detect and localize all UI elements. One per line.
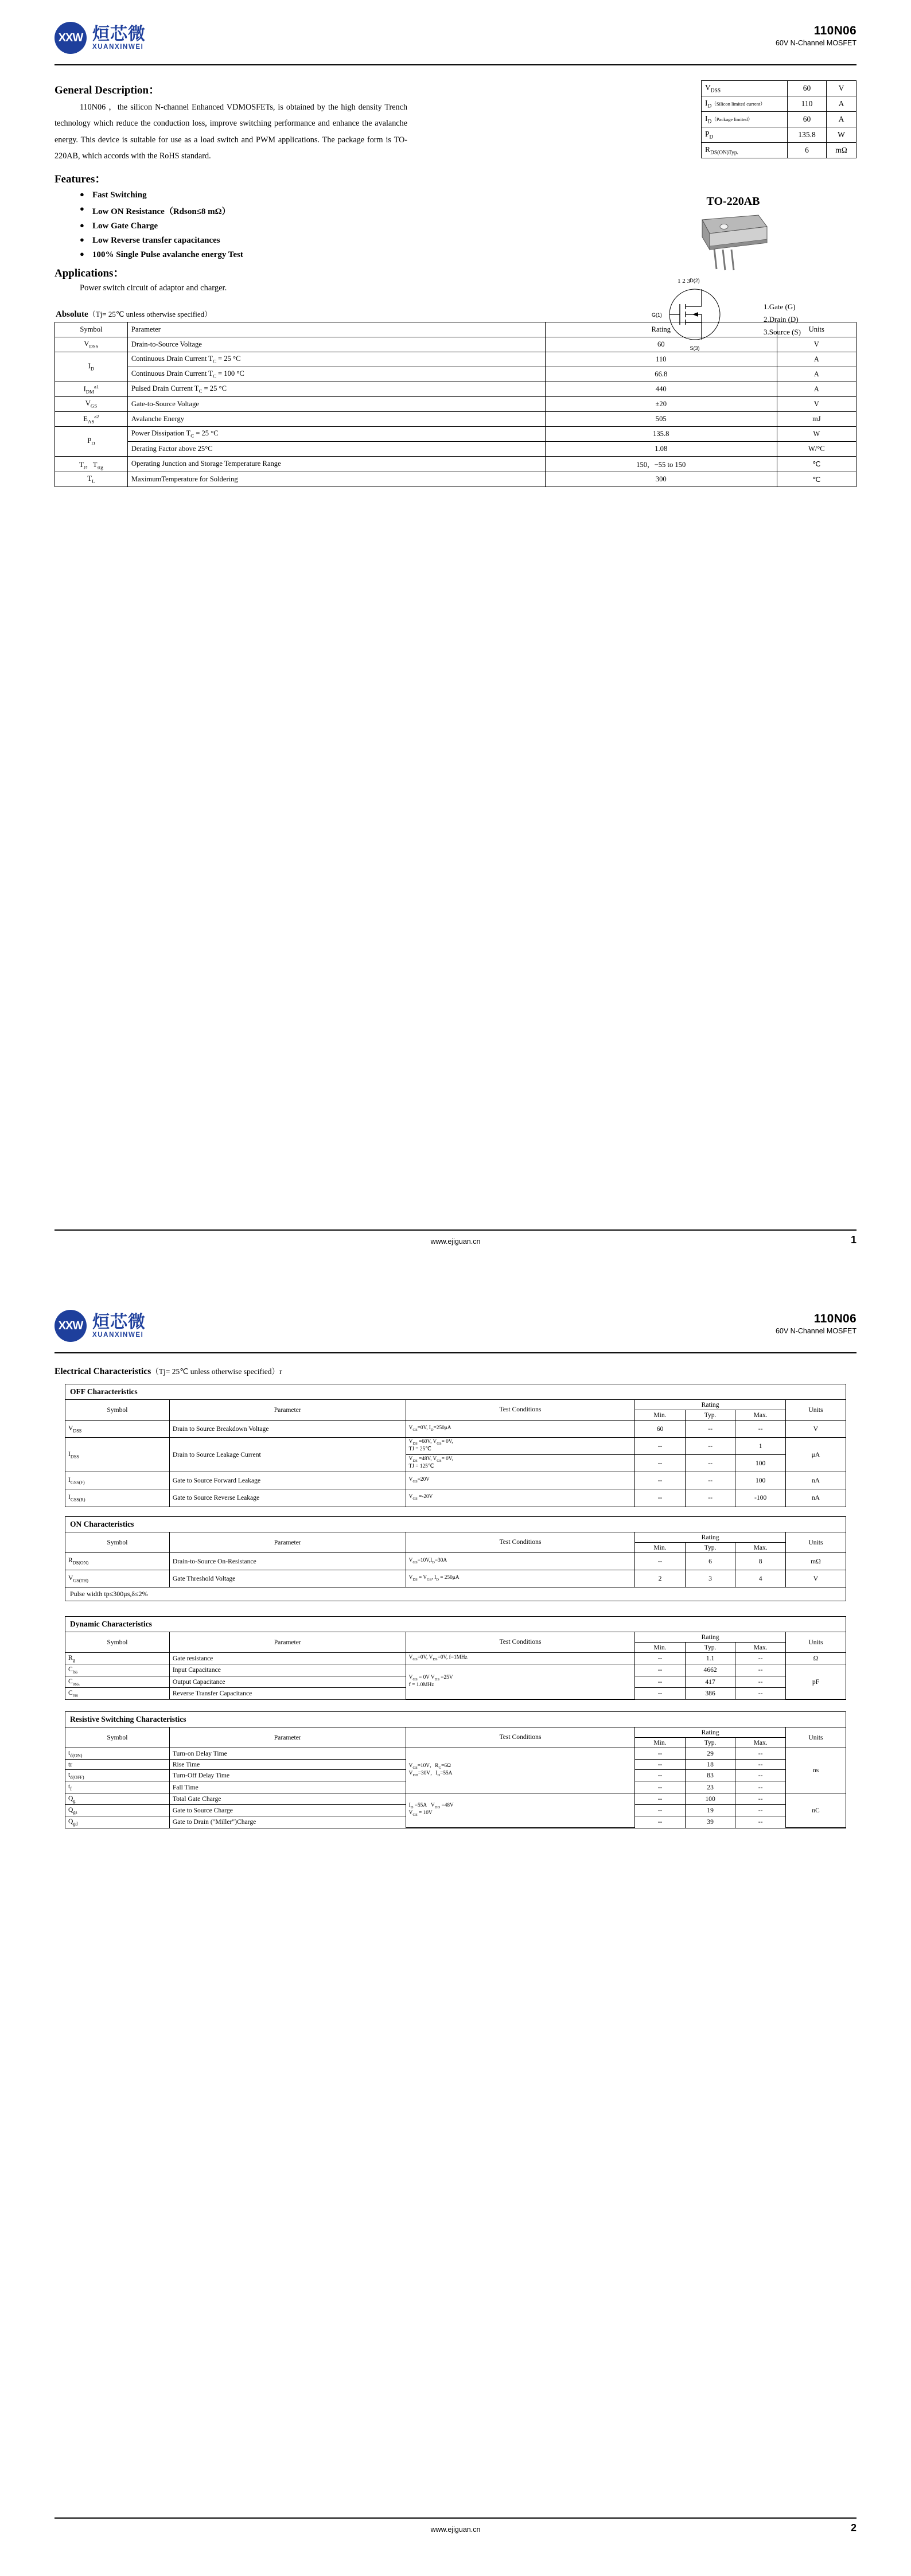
summary-symbol: $P_D$: [702, 127, 788, 143]
features-heading: Features：: [54, 173, 106, 185]
pin-legend-source: 3.Source (S): [764, 328, 801, 337]
row-units: Ω: [785, 1653, 846, 1664]
row-max: 8: [735, 1552, 786, 1570]
row-parameter: Derating Factor above 25°C: [127, 441, 545, 456]
column-header-typ: Typ.: [685, 1737, 735, 1748]
row-max: --: [735, 1664, 786, 1676]
row-parameter: Drain-to-Source Voltage: [127, 337, 545, 352]
column-header-conditions: Test Conditions: [406, 1727, 635, 1748]
row-typ: --: [685, 1472, 735, 1489]
row-symbol: $Q_{gs}$: [65, 1805, 169, 1816]
column-header-conditions: Test Conditions: [406, 1632, 635, 1653]
on-characteristics-table: [65, 1532, 846, 1587]
row-conditions: $V_{GS}=20V$: [406, 1472, 635, 1489]
row-min: --: [635, 1552, 686, 1570]
header-divider: [54, 1352, 857, 1353]
mosfet-symbol-icon: [644, 274, 759, 355]
row-min: 2: [635, 1570, 686, 1587]
row-conditions: $V_{GS} = 0V$ $V_{DS} =25V$ f = 1.0MHz: [406, 1664, 635, 1699]
absolute-ratings-title: Absolute（Tj= 25℃ unless otherwise specified）: [56, 309, 212, 319]
row-min: --: [635, 1770, 686, 1781]
column-header-min: Min.: [635, 1542, 686, 1552]
row-parameter: Continuous Drain Current $T_C = 25$ °C: [127, 352, 545, 367]
row-max: --: [735, 1748, 786, 1759]
row-parameter: Pulsed Drain Current $T_C = 25$ °C: [127, 382, 545, 396]
row-symbol: $I_{GSS(F)}$: [65, 1472, 169, 1489]
logo-english-name: XUANXINWEI: [92, 1331, 144, 1338]
table-row: [702, 81, 857, 96]
row-units: V: [777, 337, 856, 352]
table-header-row: [65, 1400, 846, 1410]
summary-symbol: $V_{DSS}$: [702, 81, 788, 96]
row-symbol: $t_f$: [65, 1781, 169, 1793]
row-max: --: [735, 1793, 786, 1804]
part-subtitle: 60V N-Channel MOSFET: [775, 39, 857, 47]
row-typ: --: [685, 1421, 735, 1438]
page-header: [0, 0, 911, 68]
row-min: --: [635, 1687, 686, 1699]
row-parameter: Operating Junction and Storage Temperature Range: [127, 456, 545, 472]
row-symbol: $t_{d(OFF)}$: [65, 1770, 169, 1781]
row-rating: 135.8: [545, 426, 777, 441]
row-units: nA: [785, 1489, 846, 1507]
page-2: [0, 1288, 911, 2576]
column-header-units: Units: [785, 1727, 846, 1748]
row-symbol: $V_{GS}$: [55, 396, 128, 411]
logo-mark-text: XXW: [58, 1319, 83, 1332]
column-header-min: Min.: [635, 1737, 686, 1748]
logo-chinese-name: 烜芯微: [92, 1312, 146, 1333]
row-max: --: [735, 1770, 786, 1781]
on-characteristics-block: [65, 1516, 846, 1602]
table-row: [55, 396, 857, 411]
electrical-characteristics-title: Electrical Characteristics（Tj= 25℃ unless otherwise specified）r: [54, 1367, 282, 1376]
summary-unit: mΩ: [827, 143, 857, 158]
summary-value: 110: [788, 96, 827, 112]
row-typ: --: [685, 1438, 735, 1455]
row-units: ℃: [777, 456, 856, 472]
table-row: [65, 1793, 846, 1804]
table-row: [702, 112, 857, 127]
row-rating: 66.8: [545, 367, 777, 382]
column-header-max: Max.: [735, 1737, 786, 1748]
row-typ: 29: [685, 1748, 735, 1759]
row-symbol: $I_{GSS(R)}$: [65, 1489, 169, 1507]
row-conditions: $V_{DS} =48V$, $V_{GS}= 0V$, TJ = 125℃: [406, 1455, 635, 1472]
row-max: --: [735, 1687, 786, 1699]
row-rating: 110: [545, 352, 777, 367]
table-row: [65, 1653, 846, 1664]
logo-english-name: XUANXINWEI: [92, 43, 144, 50]
row-parameter: Gate Threshold Voltage: [169, 1570, 406, 1587]
general-description-heading: General Description：: [54, 84, 160, 96]
row-symbol: $I_{DSS}$: [65, 1438, 169, 1472]
row-typ: --: [685, 1455, 735, 1472]
package-drawing-block: [610, 195, 857, 285]
row-min: --: [635, 1472, 686, 1489]
table-row: [65, 1552, 846, 1570]
table-row: [702, 127, 857, 143]
row-parameter: Gate to Source Forward Leakage: [169, 1472, 406, 1489]
row-conditions: $V_{DS} =60V$, $V_{GS}= 0V$, TJ = 25℃: [406, 1438, 635, 1455]
company-logo: [54, 22, 146, 54]
column-header-units: Units: [785, 1532, 846, 1553]
row-parameter: Rise Time: [169, 1760, 406, 1770]
row-symbol: $R_{DS(ON)}$: [65, 1552, 169, 1570]
column-header-parameter: Parameter: [127, 322, 545, 337]
row-max: --: [735, 1676, 786, 1687]
company-logo: [54, 1310, 146, 1342]
row-parameter: Continuous Drain Current $T_C = 100$ °C: [127, 367, 545, 382]
row-rating: 150，−55 to 150: [545, 456, 777, 472]
summary-value: 6: [788, 143, 827, 158]
row-min: --: [635, 1781, 686, 1793]
page-footer: [54, 1229, 857, 1254]
package-pin-order: 1 2 3: [678, 278, 690, 285]
pin-legend-gate: 1.Gate (G): [764, 302, 796, 311]
part-number: 110N06: [813, 1312, 857, 1325]
footer-page-number: 2: [850, 2522, 857, 2534]
row-min: --: [635, 1748, 686, 1759]
row-typ: 23: [685, 1781, 735, 1793]
row-max: --: [735, 1781, 786, 1793]
row-max: 1: [735, 1438, 786, 1455]
row-symbol: $I_{DM}^{a1}$: [55, 382, 128, 396]
logo-mark-text: XXW: [58, 31, 83, 44]
row-typ: 100: [685, 1793, 735, 1804]
column-header-parameter: Parameter: [169, 1727, 406, 1748]
row-symbol: $C_{rss}$: [65, 1687, 169, 1699]
package-title: TO-220AB: [706, 195, 760, 208]
row-min: --: [635, 1816, 686, 1828]
svg-text:D(2): D(2): [690, 278, 700, 283]
row-symbol: $C_{iss}$: [65, 1664, 169, 1676]
summary-unit: A: [827, 112, 857, 127]
row-units: μA: [785, 1438, 846, 1472]
part-number: 110N06: [813, 24, 857, 37]
row-parameter: Avalanche Energy: [127, 411, 545, 426]
summary-symbol: $R_{DS(ON)Typ.}$: [702, 143, 788, 158]
column-header-parameter: Parameter: [169, 1632, 406, 1653]
row-rating: 505: [545, 411, 777, 426]
column-header-rating: Rating: [635, 1632, 786, 1643]
table-row: [55, 426, 857, 441]
row-typ: 6: [685, 1552, 735, 1570]
to220ab-package-icon: [672, 212, 804, 274]
row-units: nA: [785, 1472, 846, 1489]
row-units: V: [785, 1570, 846, 1587]
row-conditions: $V_{GS}=10V,I_D=30A$: [406, 1552, 635, 1570]
row-symbol: $V_{DSS}$: [65, 1421, 169, 1438]
row-symbol: tr: [65, 1760, 169, 1770]
resistive-switching-table: [65, 1727, 846, 1828]
row-conditions: $I_D =55A$ $V_{DD} =48V$ $V_{GS} = 10V$: [406, 1793, 635, 1827]
table-row: [702, 96, 857, 112]
row-typ: 19: [685, 1805, 735, 1816]
row-parameter: Drain to Source Breakdown Voltage: [169, 1421, 406, 1438]
footer-page-number: 1: [850, 1234, 857, 1246]
resistive-switching-title: Resistive Switching Characteristics: [65, 1712, 846, 1727]
column-header-rating: Rating: [635, 1532, 786, 1543]
column-header-min: Min.: [635, 1410, 686, 1421]
row-typ: 83: [685, 1770, 735, 1781]
applications-heading: Applications：: [54, 267, 124, 279]
row-rating: 1.08: [545, 441, 777, 456]
column-header-rating: Rating: [635, 1727, 786, 1738]
pin-legend-drain: 2.Drain (D): [764, 315, 799, 324]
table-row: [65, 1489, 846, 1507]
column-header-symbol: Symbol: [65, 1532, 169, 1553]
row-max: -100: [735, 1489, 786, 1507]
row-min: --: [635, 1489, 686, 1507]
table-row: [65, 1472, 846, 1489]
row-typ: 417: [685, 1676, 735, 1687]
row-min: --: [635, 1653, 686, 1664]
features-list: [54, 190, 422, 260]
row-parameter: Gate to Source Charge: [169, 1805, 406, 1816]
table-row: [55, 456, 857, 472]
row-units: W/°C: [777, 441, 856, 456]
row-min: --: [635, 1793, 686, 1804]
table-row: [65, 1664, 846, 1676]
column-header-max: Max.: [735, 1410, 786, 1421]
logo-mark-icon: [54, 22, 87, 54]
row-units: A: [777, 367, 856, 382]
column-header-conditions: Test Conditions: [406, 1532, 635, 1553]
row-conditions: $V_{DS} = V_{GS}$, $I_D = 250\mu A$: [406, 1570, 635, 1587]
summary-value: 60: [788, 81, 827, 96]
column-header-units: Units: [777, 322, 856, 337]
row-symbol: $P_D$: [55, 426, 128, 456]
row-units: V: [777, 396, 856, 411]
row-typ: 18: [685, 1760, 735, 1770]
pulse-width-note: Pulse width tp≤300μs,δ≤2%: [65, 1587, 846, 1601]
row-parameter: Turn-on Delay Time: [169, 1748, 406, 1759]
dynamic-characteristics-block: [65, 1616, 846, 1700]
row-symbol: $Q_g$: [65, 1793, 169, 1804]
row-max: --: [735, 1653, 786, 1664]
row-parameter: Output Capacitance: [169, 1676, 406, 1687]
row-symbol: $T_J$，$T_{stg}$: [55, 456, 128, 472]
column-header-symbol: Symbol: [65, 1400, 169, 1421]
column-header-parameter: Parameter: [169, 1532, 406, 1553]
table-row: [702, 143, 857, 158]
row-symbol: $V_{DSS}$: [55, 337, 128, 352]
applications-text: Power switch circuit of adaptor and charger.: [80, 283, 227, 293]
table-header-row: [65, 1532, 846, 1543]
general-description-block: [54, 81, 407, 165]
row-parameter: Turn-Off Delay Time: [169, 1770, 406, 1781]
row-symbol: $T_L$: [55, 472, 128, 487]
column-header-rating: Rating: [545, 322, 777, 337]
dynamic-characteristics-table: [65, 1632, 846, 1699]
summary-unit: A: [827, 96, 857, 112]
row-typ: 4662: [685, 1664, 735, 1676]
table-row: [65, 1421, 846, 1438]
table-row: [55, 367, 857, 382]
general-description-text: 110N06 ，the silicon N-channel Enhanced VDMOSFETs, is obtained by the high density Trench technology which reduce the conduction loss, improve switching performance and enhance the avalanche energy. This device is suitable for use as a load switch and PWM applications. The package form is TO-220AB, which accords with the RoHS standard.: [54, 103, 407, 161]
page-footer: [54, 2517, 857, 2542]
row-symbol: $C_{oss.}$: [65, 1676, 169, 1687]
part-subtitle: 60V N-Channel MOSFET: [775, 1327, 857, 1335]
table-row: [65, 1438, 846, 1455]
row-max: 100: [735, 1472, 786, 1489]
row-max: --: [735, 1421, 786, 1438]
footer-url[interactable]: www.ejiguan.cn: [430, 2526, 481, 2534]
dynamic-characteristics-title: Dynamic Characteristics: [65, 1617, 846, 1632]
list-item: ● Low ON Resistance（Rdson≤8 mΩ）: [80, 205, 422, 217]
svg-text:G(1): G(1): [652, 312, 662, 318]
list-item: ● Low Reverse transfer capacitances: [80, 236, 422, 246]
row-rating: ±20: [545, 396, 777, 411]
row-units: mJ: [777, 411, 856, 426]
table-row: [55, 441, 857, 456]
resistive-switching-block: [65, 1711, 846, 1828]
summary-ratings-table: [701, 80, 857, 158]
column-header-max: Max.: [735, 1643, 786, 1653]
row-conditions: $V_{GS}=0V$, $V_{DS}=0V$, f=1MHz: [406, 1653, 635, 1664]
row-max: --: [735, 1805, 786, 1816]
row-units: ns: [785, 1748, 846, 1793]
row-parameter: Gate to Source Reverse Leakage: [169, 1489, 406, 1507]
table-header-row: [65, 1727, 846, 1738]
row-rating: 440: [545, 382, 777, 396]
row-min: --: [635, 1676, 686, 1687]
logo-mark-icon: [54, 1310, 87, 1342]
table-row: [65, 1748, 846, 1759]
row-min: --: [635, 1805, 686, 1816]
list-item: ● Low Gate Charge: [80, 221, 422, 231]
off-characteristics-title: OFF Characteristics: [65, 1384, 846, 1400]
page-header: [0, 1288, 911, 1356]
row-conditions: $V_{GS} =-20V$: [406, 1489, 635, 1507]
row-symbol: $I_D$: [55, 352, 128, 382]
footer-url[interactable]: www.ejiguan.cn: [430, 1238, 481, 1246]
row-parameter: Gate to Drain ("Miller")Charge: [169, 1816, 406, 1828]
row-units: ℃: [777, 472, 856, 487]
summary-value: 135.8: [788, 127, 827, 143]
svg-text:S(3): S(3): [690, 345, 700, 351]
row-symbol: $Q_{gd}$: [65, 1816, 169, 1828]
row-units: mΩ: [785, 1552, 846, 1570]
row-typ: --: [685, 1489, 735, 1507]
row-parameter: Fall Time: [169, 1781, 406, 1793]
pin-legend: [764, 301, 801, 338]
column-header-max: Max.: [735, 1542, 786, 1552]
column-header-symbol: Symbol: [65, 1727, 169, 1748]
table-row: [55, 411, 857, 426]
row-typ: 39: [685, 1816, 735, 1828]
column-header-units: Units: [785, 1400, 846, 1421]
column-header-units: Units: [785, 1632, 846, 1653]
column-header-typ: Typ.: [685, 1542, 735, 1552]
row-typ: 1.1: [685, 1653, 735, 1664]
row-units: V: [785, 1421, 846, 1438]
row-parameter: Gate resistance: [169, 1653, 406, 1664]
row-max: 4: [735, 1570, 786, 1587]
table-row: [65, 1570, 846, 1587]
off-characteristics-block: [65, 1384, 846, 1507]
row-units: A: [777, 352, 856, 367]
row-parameter: Gate-to-Source Voltage: [127, 396, 545, 411]
column-header-symbol: Symbol: [55, 322, 128, 337]
summary-symbol: $I_D(Silicon$ limited current）: [702, 96, 788, 112]
column-header-conditions: Test Conditions: [406, 1400, 635, 1421]
row-rating: 60: [545, 337, 777, 352]
row-max: --: [735, 1760, 786, 1770]
column-header-typ: Typ.: [685, 1643, 735, 1653]
row-conditions: $V_{GS}=10V$，$R_G=6\Omega$ $V_{DD}=30V$，$I_D=55A$: [406, 1748, 635, 1793]
row-min: --: [635, 1455, 686, 1472]
column-header-typ: Typ.: [685, 1410, 735, 1421]
row-conditions: $V_{GS}=0V$, $I_D=250\mu A$: [406, 1421, 635, 1438]
list-item: ● Fast Switching: [80, 190, 422, 200]
row-units: nC: [785, 1793, 846, 1827]
table-row: [55, 382, 857, 396]
row-symbol: $R_g$: [65, 1653, 169, 1664]
row-min: 60: [635, 1421, 686, 1438]
row-symbol: $V_{GS(TH)}$: [65, 1570, 169, 1587]
row-parameter: Input Capacitance: [169, 1664, 406, 1676]
header-divider: [54, 64, 857, 65]
list-item: ● 100% Single Pulse avalanche energy Test: [80, 250, 422, 260]
column-header-rating: Rating: [635, 1400, 786, 1410]
row-parameter: Power Dissipation $T_C = 25$ °C: [127, 426, 545, 441]
row-units: pF: [785, 1664, 846, 1699]
column-header-symbol: Symbol: [65, 1632, 169, 1653]
table-row: [55, 472, 857, 487]
logo-chinese-name: 烜芯微: [92, 24, 146, 45]
row-max: --: [735, 1816, 786, 1828]
row-parameter: Reverse Transfer Capacitance: [169, 1687, 406, 1699]
row-parameter: Drain-to-Source On-Resistance: [169, 1552, 406, 1570]
row-min: --: [635, 1760, 686, 1770]
column-header-parameter: Parameter: [169, 1400, 406, 1421]
mosfet-symbol-block: [610, 274, 857, 357]
row-min: --: [635, 1664, 686, 1676]
summary-unit: W: [827, 127, 857, 143]
on-characteristics-title: ON Characteristics: [65, 1517, 846, 1532]
summary-symbol: $I_D(Package$ limited）: [702, 112, 788, 127]
table-header-row: [65, 1632, 846, 1643]
row-parameter: Total Gate Charge: [169, 1793, 406, 1804]
row-parameter: MaximumTemperature for Soldering: [127, 472, 545, 487]
features-block: [54, 170, 422, 293]
row-typ: 3: [685, 1570, 735, 1587]
summary-value: 60: [788, 112, 827, 127]
summary-unit: V: [827, 81, 857, 96]
row-units: W: [777, 426, 856, 441]
off-characteristics-table: [65, 1400, 846, 1507]
column-header-min: Min.: [635, 1643, 686, 1653]
row-rating: 300: [545, 472, 777, 487]
row-min: --: [635, 1438, 686, 1455]
row-symbol: $t_{d(ON)}$: [65, 1748, 169, 1759]
row-units: A: [777, 382, 856, 396]
row-max: 100: [735, 1455, 786, 1472]
row-typ: 386: [685, 1687, 735, 1699]
row-symbol: $E_{AS}^{a2}$: [55, 411, 128, 426]
row-parameter: Drain to Source Leakage Current: [169, 1438, 406, 1472]
